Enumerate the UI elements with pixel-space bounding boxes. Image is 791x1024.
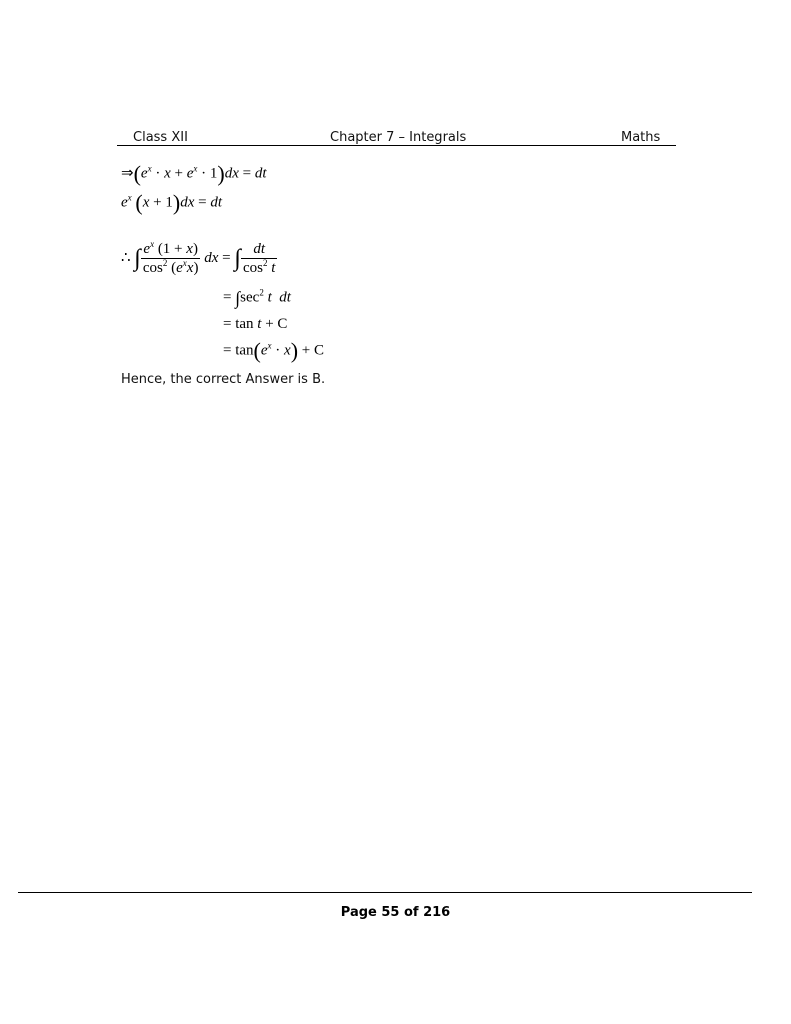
equation-step-tan: = tan t + C	[223, 316, 288, 332]
footer-divider	[18, 892, 752, 893]
header-subject: Maths	[621, 130, 661, 145]
equation-step-sec: = $\int\sec^2$ t dt	[223, 287, 291, 308]
page-number: Page 55 of 216	[340, 905, 451, 920]
conclusion-text: Hence, the correct Answer is B.	[121, 372, 326, 387]
equation-step-final: = $\tan(e^x \cdot x) + C$	[223, 338, 325, 363]
integral-equation: ∴ ∫ $\frac{e^x (1 + x)}{\cos^2 (e^xx)}$ dx = ∫ $\frac{dt}{\cos^2 t}$	[121, 239, 276, 276]
header-divider	[117, 145, 676, 146]
equation-line-2: $e^x$ (x + 1)dx = dt	[121, 190, 223, 215]
header-chapter: Chapter 7 – Integrals	[330, 130, 467, 145]
header-class: Class XII	[133, 130, 188, 145]
equation-line-1: $\Rightarrow(e^x \cdot x + e^x \cdot 1)dx$ = dt	[121, 161, 267, 186]
